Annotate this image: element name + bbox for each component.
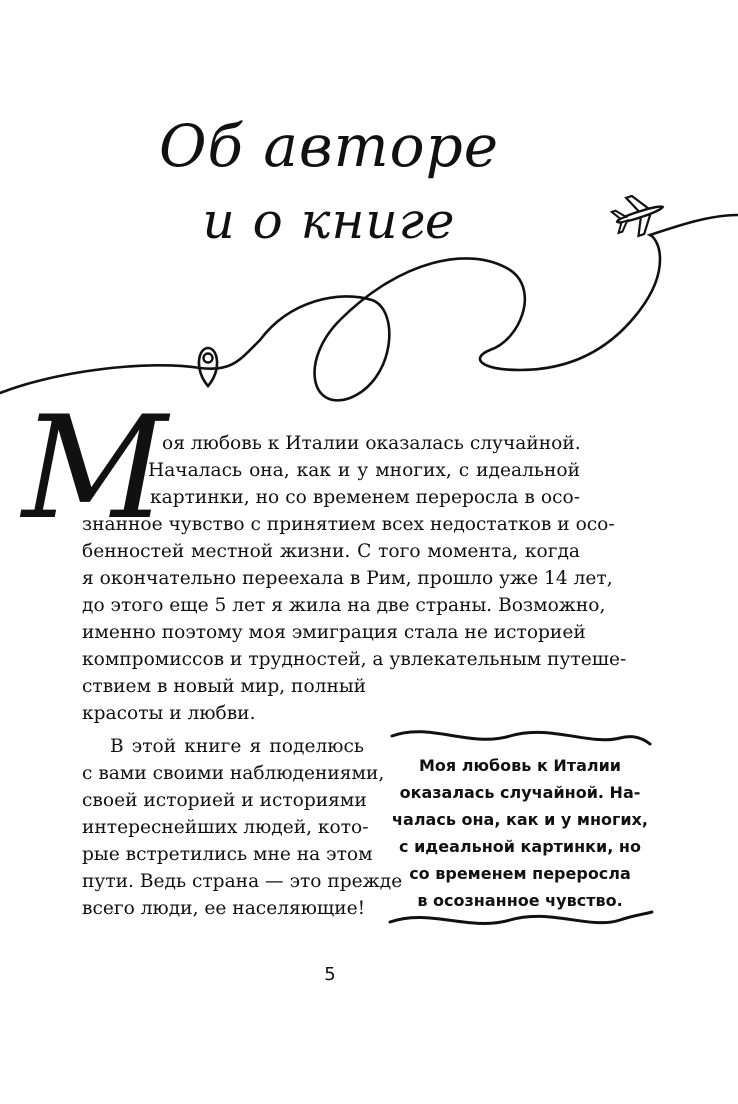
page-number: 5 [324,964,336,985]
pull-quote-line: чалась она, как и у многих, [392,810,648,829]
body-line: я окончательно переехала в Рим, прошло уже 14 лет, [82,568,613,589]
body-line: Началась она, как и у многих, с идеальной [148,460,580,481]
pull-quote-line: Моя любовь к Италии [418,756,622,775]
body-line: интереснейших людей, кото- [82,817,369,838]
body-line: рые встретились мне на этом [82,844,373,865]
body-line: В этой книге я поделюсь [110,736,364,757]
body-line: ствием в новый мир, полный [82,676,367,697]
pull-quote-line: со временем переросла [409,864,631,883]
body-line: с вами своими наблюдениями, [82,763,385,784]
quote-wave-top [392,732,650,744]
body-line: бенностей местной жизни. С того момента, когда [82,541,580,562]
body-line: картинки, но со временем переросла в осо- [150,487,580,508]
body-line: до этого еще 5 лет я жила на две страны. Возможно, [82,595,606,616]
body-line: своей историей и историями [82,790,367,811]
body-line: пути. Ведь страна — это прежде [82,871,403,892]
body-line: именно поэтому моя эмиграция стала не историей [82,622,586,643]
body-line: компромиссов и трудностей, а увлекательным путеше- [82,649,627,670]
body-line: всего люди, ее населяющие! [82,898,366,919]
drop-cap-letter: М [22,386,168,551]
pull-quote-line: в осознанное чувство. [417,891,623,910]
body-line: знанное чувство с принятием всех недостатков и осо- [82,514,615,535]
page-title-line-2: и о книге [202,192,456,250]
body-line: оя любовь к Италии оказалась случайной. [162,433,581,454]
body-line: красоты и любви. [82,703,256,724]
page-title-line-1: Об авторе [158,112,500,180]
pull-quote [392,752,648,914]
pull-quote-line: с идеальной картинки, но [399,837,641,856]
pull-quote-line: оказалась случайной. На- [399,783,641,802]
